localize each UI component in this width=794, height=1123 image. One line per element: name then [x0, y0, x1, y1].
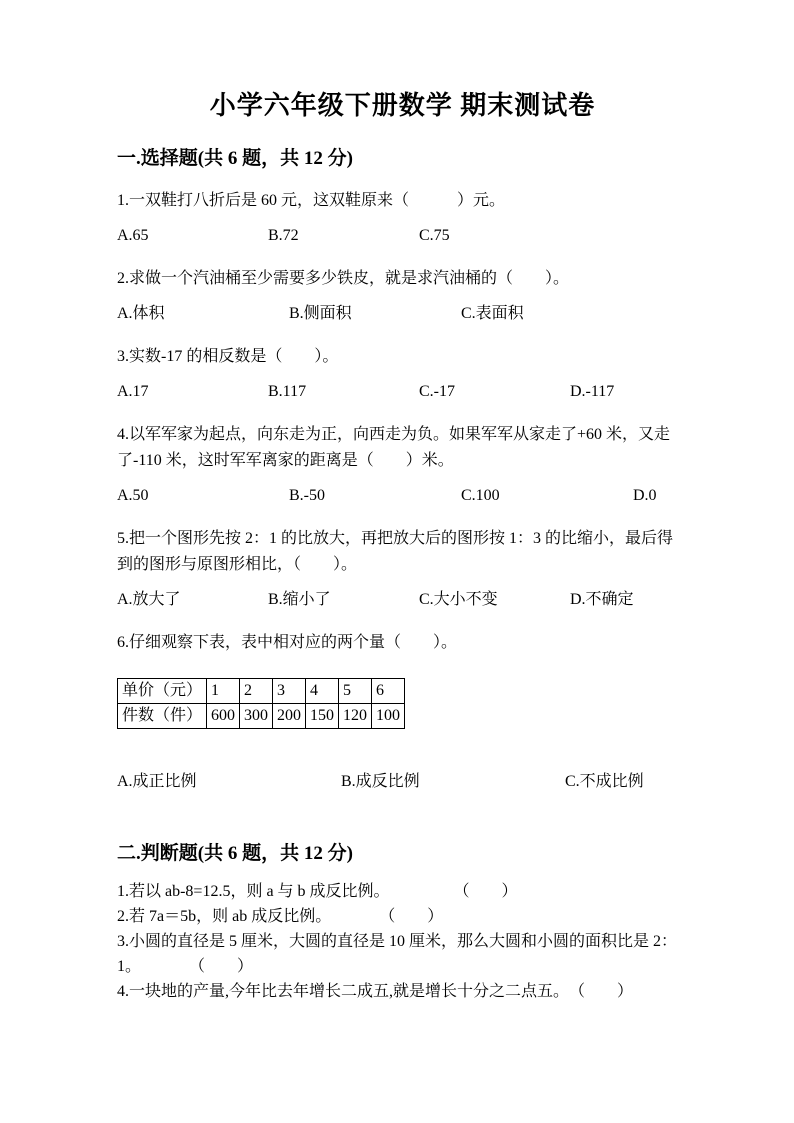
section-judgment-heading: 二.判断题(共 6 题，共 12 分)	[117, 843, 353, 864]
choice-question-2-options	[117, 301, 688, 327]
table-cell: 120	[339, 704, 372, 729]
q1-option-b: B.72	[268, 227, 299, 244]
choice-question-4-text: 4.以军军家为起点，向东走为正，向西走为负。如果军军从家走了+60 米，又走了-110 米，这时军军离家的距离是（ ）米。	[117, 426, 671, 469]
q5-option-a: A.放大了	[117, 591, 181, 608]
q4-option-b: B.-50	[289, 487, 325, 504]
choice-question-6-options	[117, 769, 688, 795]
choice-question-3-text: 3.实数-17 的相反数是（ ）。	[117, 348, 339, 365]
q3-option-c: C.-17	[419, 383, 455, 400]
q6-option-b: B.成反比例	[341, 773, 420, 790]
judgment-question-4: 4.一块地的产量,今年比去年增长二成五,就是增长十分之二点五。 （ ）	[117, 983, 634, 1000]
judgment-question-list	[117, 879, 688, 1004]
table-cell: 300	[240, 704, 273, 729]
table-header-item-count: 件数（件）	[118, 704, 207, 729]
table-cell: 150	[306, 704, 339, 729]
q6-option-a: A.成正比例	[117, 773, 197, 790]
choice-question-2-text: 2.求做一个汽油桶至少需要多少铁皮，就是求汽油桶的（ ）。	[117, 270, 570, 287]
table-cell: 3	[273, 679, 306, 704]
q6-option-c: C.不成比例	[565, 773, 644, 790]
q5-option-b: B.缩小了	[268, 591, 331, 608]
table-cell: 1	[207, 679, 240, 704]
judgment-question-2: 2.若 7a＝5b，则 ab 成反比例。 （ ）	[117, 908, 444, 925]
price-quantity-table	[117, 678, 405, 729]
q2-option-a: A.体积	[117, 305, 165, 322]
q3-option-d: D.-117	[570, 383, 615, 400]
choice-question-1-text: 1.一双鞋打八折后是 60 元，这双鞋原来（ ）元。	[117, 192, 506, 209]
q1-option-c: C.75	[419, 227, 450, 244]
q3-option-b: B.117	[268, 383, 307, 400]
q4-option-c: C.100	[461, 487, 500, 504]
judgment-question-3: 3.小圆的直径是 5 厘米，大圆的直径是 10 厘米，那么大圆和小圆的面积比是 2：1。 （ ）	[117, 933, 678, 975]
choice-question-5-text: 5.把一个图形先按 2：1 的比放大，再把放大后的图形按 1：3 的比缩小，最后得到的图形与原图形相比，（ ）。	[117, 530, 674, 573]
q5-option-c: C.大小不变	[419, 591, 498, 608]
choice-question-1-options	[117, 223, 688, 249]
table-row-item-count	[118, 704, 405, 729]
table-cell: 600	[207, 704, 240, 729]
section-choice-heading: 一.选择题(共 6 题，共 12 分)	[117, 148, 353, 169]
table-cell: 5	[339, 679, 372, 704]
page-title: 小学六年级下册数学 期末测试卷	[209, 91, 596, 120]
q4-option-a: A.50	[117, 487, 149, 504]
q3-option-a: A.17	[117, 383, 149, 400]
table-cell: 100	[372, 704, 405, 729]
table-row-unit-price	[118, 679, 405, 704]
q2-option-b: B.侧面积	[289, 305, 352, 322]
choice-question-4-options	[117, 483, 688, 509]
q1-option-a: A.65	[117, 227, 149, 244]
table-cell: 2	[240, 679, 273, 704]
table-header-unit-price: 单价（元）	[118, 679, 207, 704]
q2-option-c: C.表面积	[461, 305, 524, 322]
judgment-question-1: 1.若以 ab-8=12.5，则 a 与 b 成反比例。 （ ）	[117, 883, 518, 900]
choice-question-5-options	[117, 587, 688, 613]
q5-option-d: D.不确定	[570, 591, 634, 608]
choice-question-3-options	[117, 379, 688, 405]
choice-question-6-text: 6.仔细观察下表，表中相对应的两个量（ ）。	[117, 634, 458, 651]
table-cell: 4	[306, 679, 339, 704]
table-cell: 6	[372, 679, 405, 704]
q4-option-d: D.0	[633, 487, 657, 504]
table-cell: 200	[273, 704, 306, 729]
